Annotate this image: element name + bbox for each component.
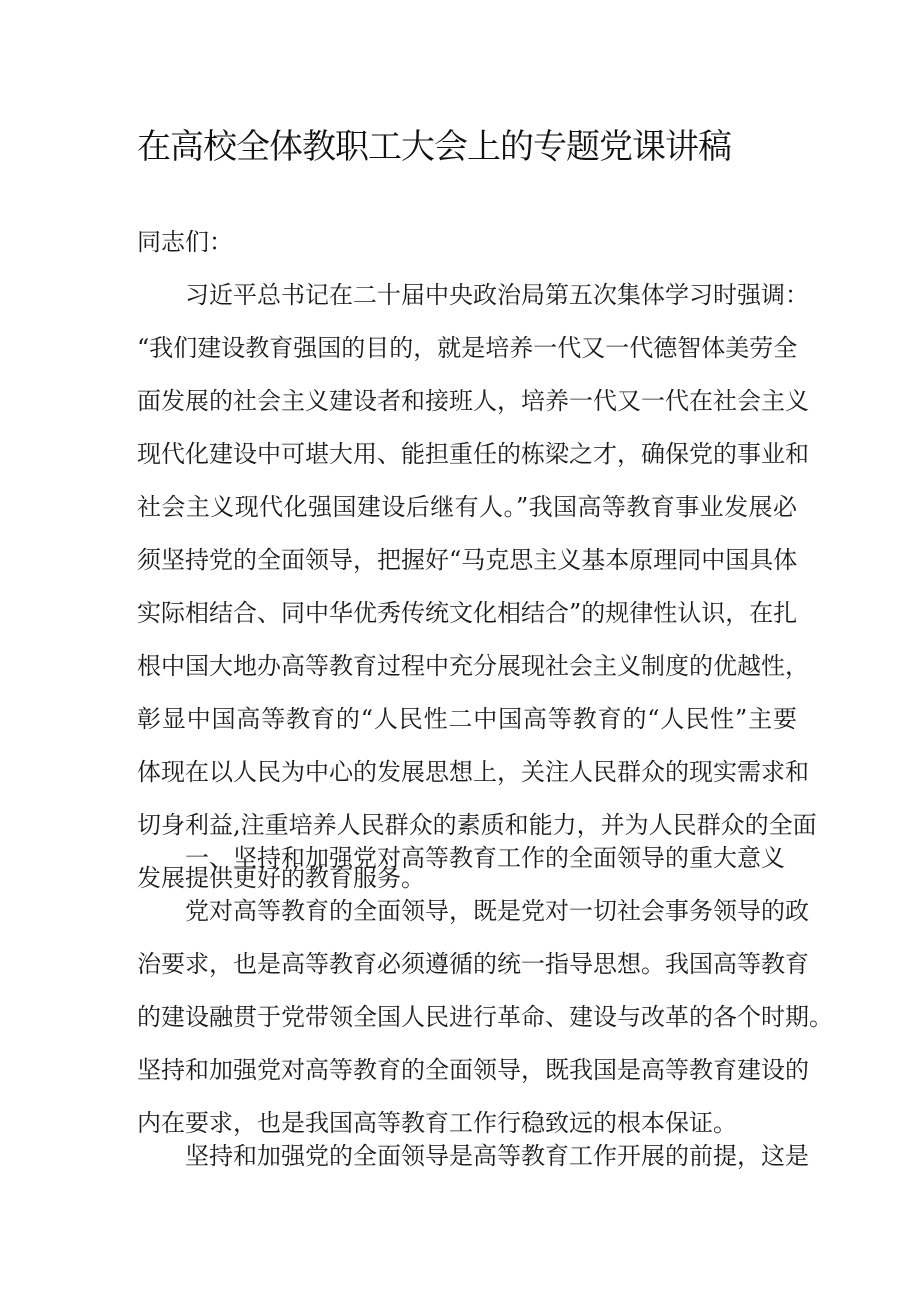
document-title: 在高校全体教职工大会上的专题党课讲稿 <box>137 127 731 167</box>
text-line: 现代化建设中可堪大用、能担重任的栋梁之才，确保党的事业和 <box>137 440 809 468</box>
text-line: 坚持和加强党的全面领导是高等教育工作开展的前提，这是 <box>185 1142 809 1170</box>
text-line: 体现在以人民为中心的发展思想上，关注人民群众的现实需求和 <box>137 758 809 786</box>
text-line: 习近平总书记在二十届中央政治局第五次集体学习时强调： <box>185 281 809 309</box>
text-line: 切身利益,注重培养人民群众的素质和能力，并为人民群众的全面 <box>137 811 817 839</box>
paragraph-2 <box>137 885 833 1150</box>
text-line: 面发展的社会主义建设者和接班人，培养一代又一代在社会主义 <box>137 387 809 415</box>
greeting: 同志们： <box>137 228 233 256</box>
text-line: 实际相结合、同中华优秀传统文化相结合”的规律性认识，在扎 <box>137 599 798 627</box>
paragraph-3 <box>137 1130 809 1183</box>
text-line: 党对高等教育的全面领导，既是党对一切社会事务领导的政 <box>185 897 809 925</box>
text-line: 发展提供更好的教育服务。 <box>137 864 425 892</box>
text-line: 彰显中国高等教育的“人民性二中国高等教育的“人民性”主要 <box>137 705 797 733</box>
section-heading-1 <box>137 832 797 885</box>
text-line: 坚持和加强党对高等教育的全面领导，既我国是高等教育建设的 <box>137 1056 809 1084</box>
text-line: “我们建设教育强国的目的，就是培养一代又一代德智体美劳全 <box>137 334 798 362</box>
text-line: 根中国大地办高等教育过程中充分展现社会主义制度的优越性， <box>137 652 809 680</box>
section-heading-text: 一、坚持和加强党对高等教育工作的全面领导的重大意义 <box>185 844 785 872</box>
text-line: 须坚持党的全面领导，把握好“马克思主义基本原理同中国具体 <box>137 546 798 574</box>
text-line: 治要求，也是高等教育必须遵循的统一指导思想。我国高等教育 <box>137 950 809 978</box>
paragraph-1 <box>137 269 817 905</box>
text-line: 社会主义现代化强国建设后继有人。”我国高等教育事业发展必 <box>137 493 797 521</box>
text-line: 的建设融贯于党带领全国人民进行革命、建设与改革的各个时期。 <box>137 1003 833 1031</box>
text-line: 内在要求，也是我国高等教育工作行稳致远的根本保证。 <box>137 1109 737 1137</box>
